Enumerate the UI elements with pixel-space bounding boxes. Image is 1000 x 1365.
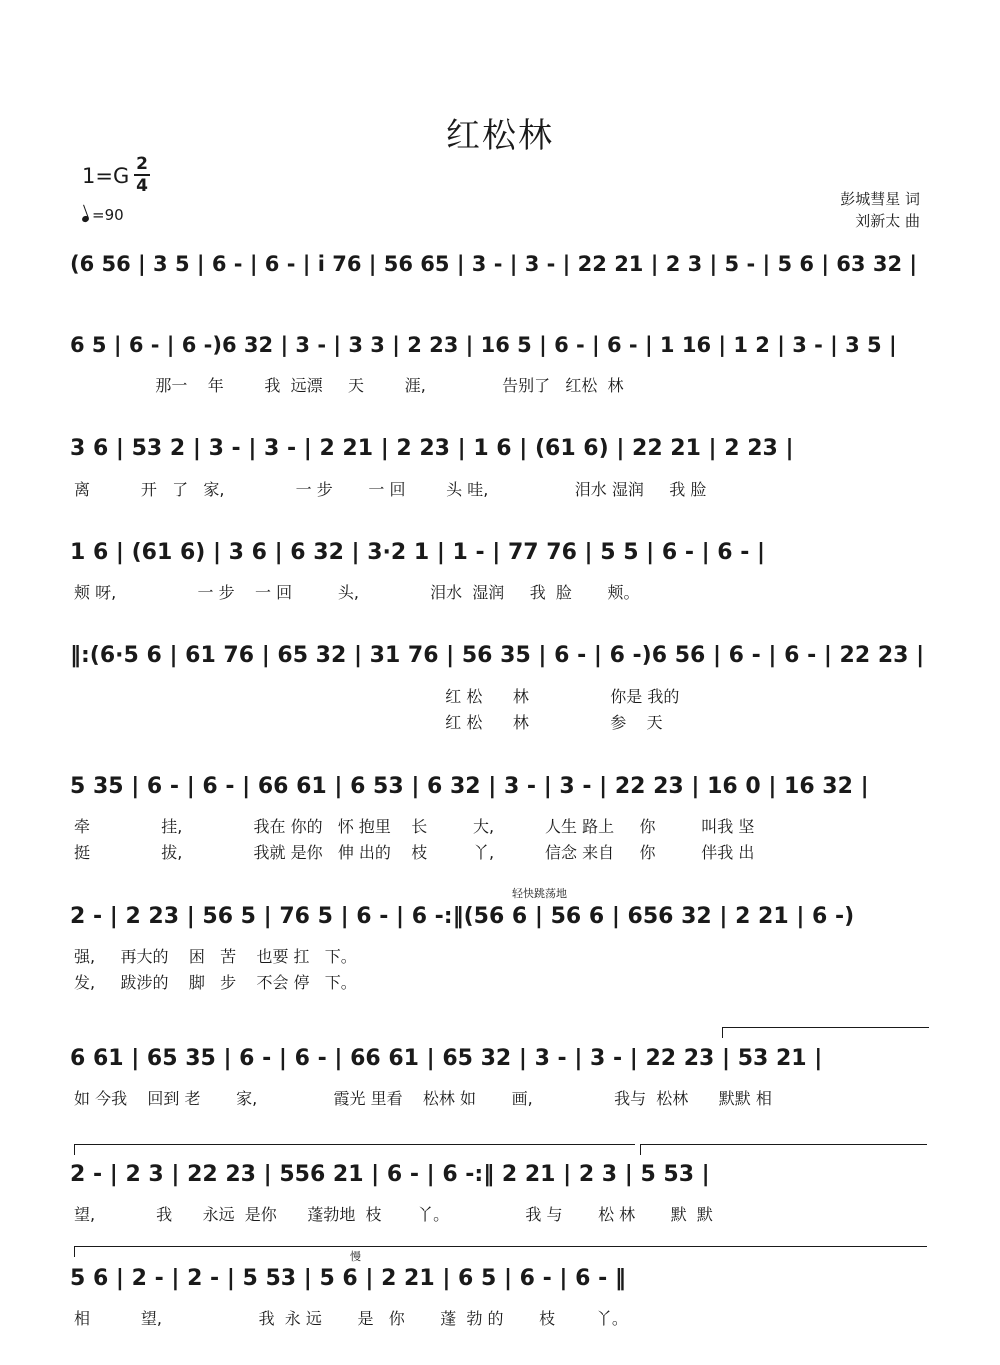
score-row-7: 2 - | 2 23 | 56 5 | 76 5 | 6 - | 6 -:‖(56 6 | 56 6 | 656 32 | 2 21 | 6 -) [70, 904, 855, 929]
lyric-line-6a: 牵 挂, 我在 你的 怀 抱里 长 大, 人生 路上 你 叫我 坚 [74, 817, 755, 836]
song-title: 红松林 [446, 116, 554, 156]
tempo-marking [82, 206, 124, 224]
volta-bracket-2 [640, 1144, 927, 1155]
expression-marking-lively: 轻快跳荡地 [512, 887, 567, 900]
expression-marking-slow: 慢 [350, 1250, 361, 1263]
score-row-10: 5 6 | 2 - | 2 - | 5 53 | 5 6 | 2 21 | 6 5 | 6 - | 6 - ‖ [70, 1266, 626, 1291]
score-row-5: ‖:(6·5 6 | 61 76 | 65 32 | 31 76 | 56 35 | 6 - | 6 -)6 56 | 6 - | 6 - | 22 23 | [70, 643, 925, 668]
score-row-1: (6 56 | 3 5 | 6 - | 6 - | i 76 | 56 65 | 3 - | 3 - | 22 21 | 2 3 | 5 - | 5 6 | 63 32 | [70, 252, 918, 276]
tempo-value: =90 [92, 206, 124, 224]
lyric-line-5b: 红 松 林 参 天 [74, 713, 663, 732]
volta-bracket-continued [74, 1144, 635, 1155]
time-signature [134, 155, 150, 195]
lyric-line-9a: 望, 我 永远 是你 蓬勃地 枝 丫。 我 与 松 林 默 默 [74, 1205, 713, 1224]
lyric-line-6b: 挺 拔, 我就 是你 伸 出的 枝 丫, 信念 来自 你 伴我 出 [74, 843, 755, 862]
lyricist-credit: 彭城彗星 词 [840, 190, 920, 208]
lyric-line-2a: 那一 年 我 远漂 天 涯, 告别了 红松 林 [74, 376, 624, 395]
score-row-3: 3 6 | 53 2 | 3 - | 3 - | 2 21 | 2 23 | 1 6 | (61 6) | 22 21 | 2 23 | [70, 436, 794, 461]
lyric-line-7a: 强, 再大的 困 苦 也要 扛 下。 [74, 947, 357, 966]
lyric-line-5a: 红 松 林 你是 我的 [74, 687, 680, 706]
lyric-line-10a: 相 望, 我 永 远 是 你 蓬 勃 的 枝 丫。 [74, 1309, 628, 1328]
quarter-note-icon [81, 215, 90, 223]
score-row-9: 2 - | 2 3 | 22 23 | 556 21 | 6 - | 6 -:‖ 2 21 | 2 3 | 5 53 | [70, 1162, 710, 1187]
lyric-line-4a: 颊 呀, 一 步 一 回 头, 泪水 湿润 我 脸 颊。 [74, 583, 640, 602]
score-row-6: 5 35 | 6 - | 6 - | 66 61 | 6 53 | 6 32 | 3 - | 3 - | 22 23 | 16 0 | 16 32 | [70, 774, 869, 799]
score-row-8: 6 61 | 65 35 | 6 - | 6 - | 66 61 | 65 32 | 3 - | 3 - | 22 23 | 53 21 | [70, 1046, 823, 1071]
score-row-4: 1 6 | (61 6) | 3 6 | 6 32 | 3·2 1 | 1 - | 77 76 | 5 5 | 6 - | 6 - | [70, 540, 766, 565]
lyric-line-3a: 离 开 了 家, 一 步 一 回 头 哇, 泪水 湿润 我 脸 [74, 480, 707, 499]
key-signature: 1=G [82, 164, 130, 188]
time-signature-top: 2 [136, 154, 148, 174]
volta-bracket-2-continued [74, 1246, 927, 1257]
composer-credit: 刘新太 曲 [855, 212, 920, 230]
lyric-line-8a: 如 今我 回到 老 家, 霞光 里看 松林 如 画, 我与 松林 默默 相 [74, 1089, 772, 1108]
score-row-2: 6 5 | 6 - | 6 -)6 32 | 3 - | 3 3 | 2 23 | 16 5 | 6 - | 6 - | 1 16 | 1 2 | 3 - | 3 5 | [70, 333, 897, 357]
time-signature-bottom: 4 [136, 176, 148, 196]
lyric-line-7b: 发, 跋涉的 脚 步 不会 停 下。 [74, 973, 357, 992]
volta-bracket-1 [722, 1027, 929, 1038]
